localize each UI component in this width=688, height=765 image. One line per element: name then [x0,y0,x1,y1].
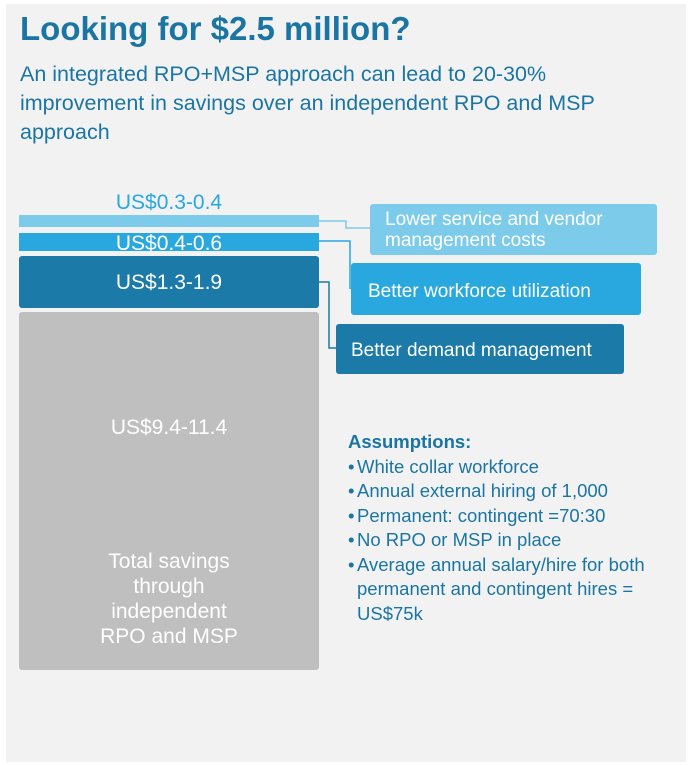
connector-service [319,221,370,228]
callout-utilization-label: Better workforce utilization [368,281,591,302]
bar-base-category-label: Total savings through independent RPO and MSP [100,550,238,648]
page-title: Looking for $2.5 million? [20,10,411,47]
assumption-item: • No RPO or MSP in place [348,528,668,553]
assumption-item: • Annual external hiring of 1,000 [348,479,668,504]
callout-service-label: Lower service and vendor management costs [385,209,603,251]
assumption-item: • Permanent: contingent =70:30 [348,504,668,529]
bar-utilization-value-label: US$0.4-0.6 [115,232,223,255]
connector-demand [319,282,336,348]
assumption-item: • Average annual salary/hire for both permanent and contingent hires = US$75k [348,553,668,627]
bar-demand-value-label: US$1.3-1.9 [115,271,223,294]
bar-service [19,215,319,227]
assumptions-heading: Assumptions: [348,431,472,452]
assumption-item: • White collar workforce [348,455,668,480]
page-subtitle: An integrated RPO+MSP approach can lead to 20-30% improvement in savings over an independent RPO and MSP approach [20,62,595,144]
bar-service-value-label: US$0.3-0.4 [115,191,223,214]
assumptions-box [348,430,668,626]
bar-base-value-label: US$9.4-11.4 [110,416,228,439]
callout-demand-label: Better demand management [351,340,592,361]
